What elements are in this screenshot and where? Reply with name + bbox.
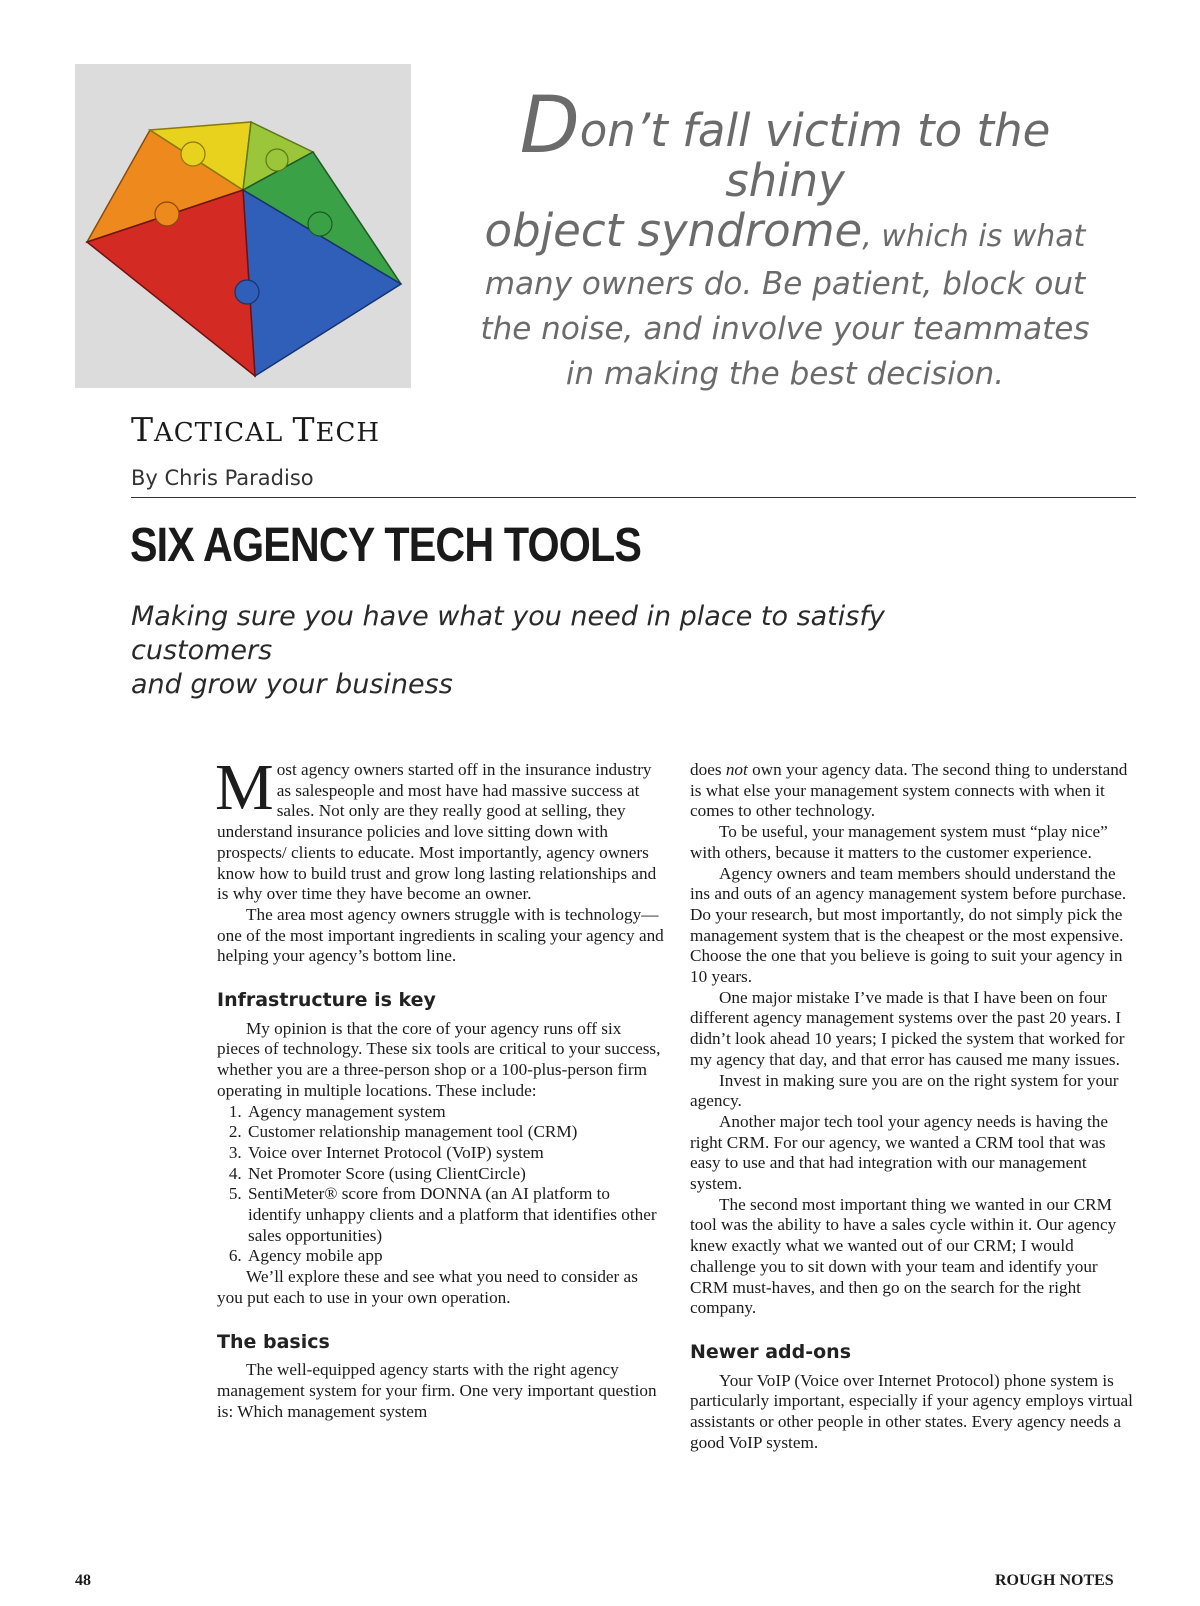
page-number: 48 bbox=[75, 1572, 91, 1589]
pull-quote-line-2: object syndrome, which is what bbox=[484, 204, 1086, 257]
paragraph: To be useful, your management system must “play nice” with others, because it matters to the customer experience. bbox=[690, 822, 1108, 862]
paragraph: My opinion is that the core of your agency runs off six pieces of technology. These six tools are critical to your success, whether you are a three-person shop or a 100-plus-person firm operating in multiple locations. These include: bbox=[217, 1018, 661, 1100]
column-right bbox=[690, 760, 1138, 1454]
pull-quote bbox=[460, 81, 1110, 397]
list-item: 1. Agency management system bbox=[246, 1102, 665, 1123]
drop-cap: M bbox=[215, 751, 274, 824]
pull-quote-line-4: the noise, and involve your teammates bbox=[480, 311, 1090, 347]
paragraph: The well-equipped agency starts with the right agency management system for your firm. One very important question is: Which management system bbox=[217, 1360, 657, 1421]
pull-quote-line-5: in making the best decision. bbox=[565, 356, 1005, 392]
subhead-newer-add-ons: Newer add-ons bbox=[690, 1340, 852, 1363]
paragraph: Agency owners and team members should understand the ins and outs of an agency management system before purchase. Do your research, but most importantly, do not simply pick the management system that is the cheapest or the most expensive. Choose the one that you believe is going to suit your agency in 10 years. bbox=[690, 863, 1127, 987]
list-item: 6. Agency mobile app bbox=[246, 1246, 665, 1267]
subhead-basics: The basics bbox=[217, 1330, 330, 1353]
list-item: 4. Net Promoter Score (using ClientCircle) bbox=[246, 1164, 665, 1185]
column-title: TACTICAL TECH bbox=[131, 410, 381, 449]
paragraph: The second most important thing we wanted in our CRM tool was the ability to have a sales cycle within it. Our agency knew exactly what we wanted out of our CRM; I would challenge you to sit down with your team and identify your CRM must-haves, and then go on the search for the right company. bbox=[690, 1194, 1117, 1318]
paragraph: We’ll explore these and see what you need to consider as you put each to use in your own operation. bbox=[217, 1267, 638, 1307]
headline: SIX AGENCY TECH TOOLS bbox=[130, 519, 642, 572]
paragraph: The area most agency owners struggle with is technology—one of the most important ingredients in scaling your agency and helping your agency’s bottom line. bbox=[217, 904, 664, 966]
pull-quote-line-1: Don’t fall victim to the shiny bbox=[519, 81, 1051, 207]
pull-quote-line-3: many owners do. Be patient, block out bbox=[484, 266, 1086, 302]
paragraph: does not own your agency data. The second thing to understand is what else your management system connects with when it comes to other technology. bbox=[690, 760, 1128, 821]
list-item: 2. Customer relationship management tool (CRM) bbox=[246, 1122, 665, 1143]
subhead-infrastructure: Infrastructure is key bbox=[217, 989, 436, 1012]
tools-list bbox=[217, 1102, 665, 1268]
deck: Making sure you have what you need in place to satisfy customers and grow your business bbox=[131, 601, 885, 700]
list-item: 3. Voice over Internet Protocol (VoIP) system bbox=[246, 1143, 665, 1164]
paragraph: Invest in making sure you are on the right system for your agency. bbox=[690, 1070, 1119, 1111]
paragraph-intro: Most agency owners started off in the insurance industry as salespeople and most have had massive success at sales. Not only are they really good at selling, they understand insurance policies and love sitting down with prospects/ clients to educate. Most importantly, agency owners know how to build trust and grow long lasting relationships and is why over time they have become an owner. bbox=[215, 751, 657, 904]
publication-name: ROUGH NOTES bbox=[995, 1572, 1114, 1589]
paragraph: Another major tech tool your agency needs is having the right CRM. For our agency, we wanted a CRM tool that was easy to use and that had integration with our management system. bbox=[690, 1111, 1108, 1194]
paragraph: Your VoIP (Voice over Internet Protocol) phone system is particularly important, especially if your agency employs virtual assistants or other people in other states. Every agency needs a good VoIP system. bbox=[690, 1370, 1133, 1452]
list-item: 5. SentiMeter® score from DONNA (an AI platform to identify unhappy clients and a platform that identifies other sales opportunities) bbox=[246, 1184, 665, 1246]
byline: By Chris Paradiso bbox=[131, 466, 314, 490]
paragraph: One major mistake I’ve made is that I have been on four different agency management systems over the past 20 years. I didn’t look ahead 10 years; I picked the system that worked for my agency that day, and that error has caused me many issues. bbox=[690, 987, 1125, 1069]
column-left bbox=[215, 751, 665, 1422]
puzzle-image bbox=[75, 64, 411, 388]
divider bbox=[131, 497, 1136, 498]
